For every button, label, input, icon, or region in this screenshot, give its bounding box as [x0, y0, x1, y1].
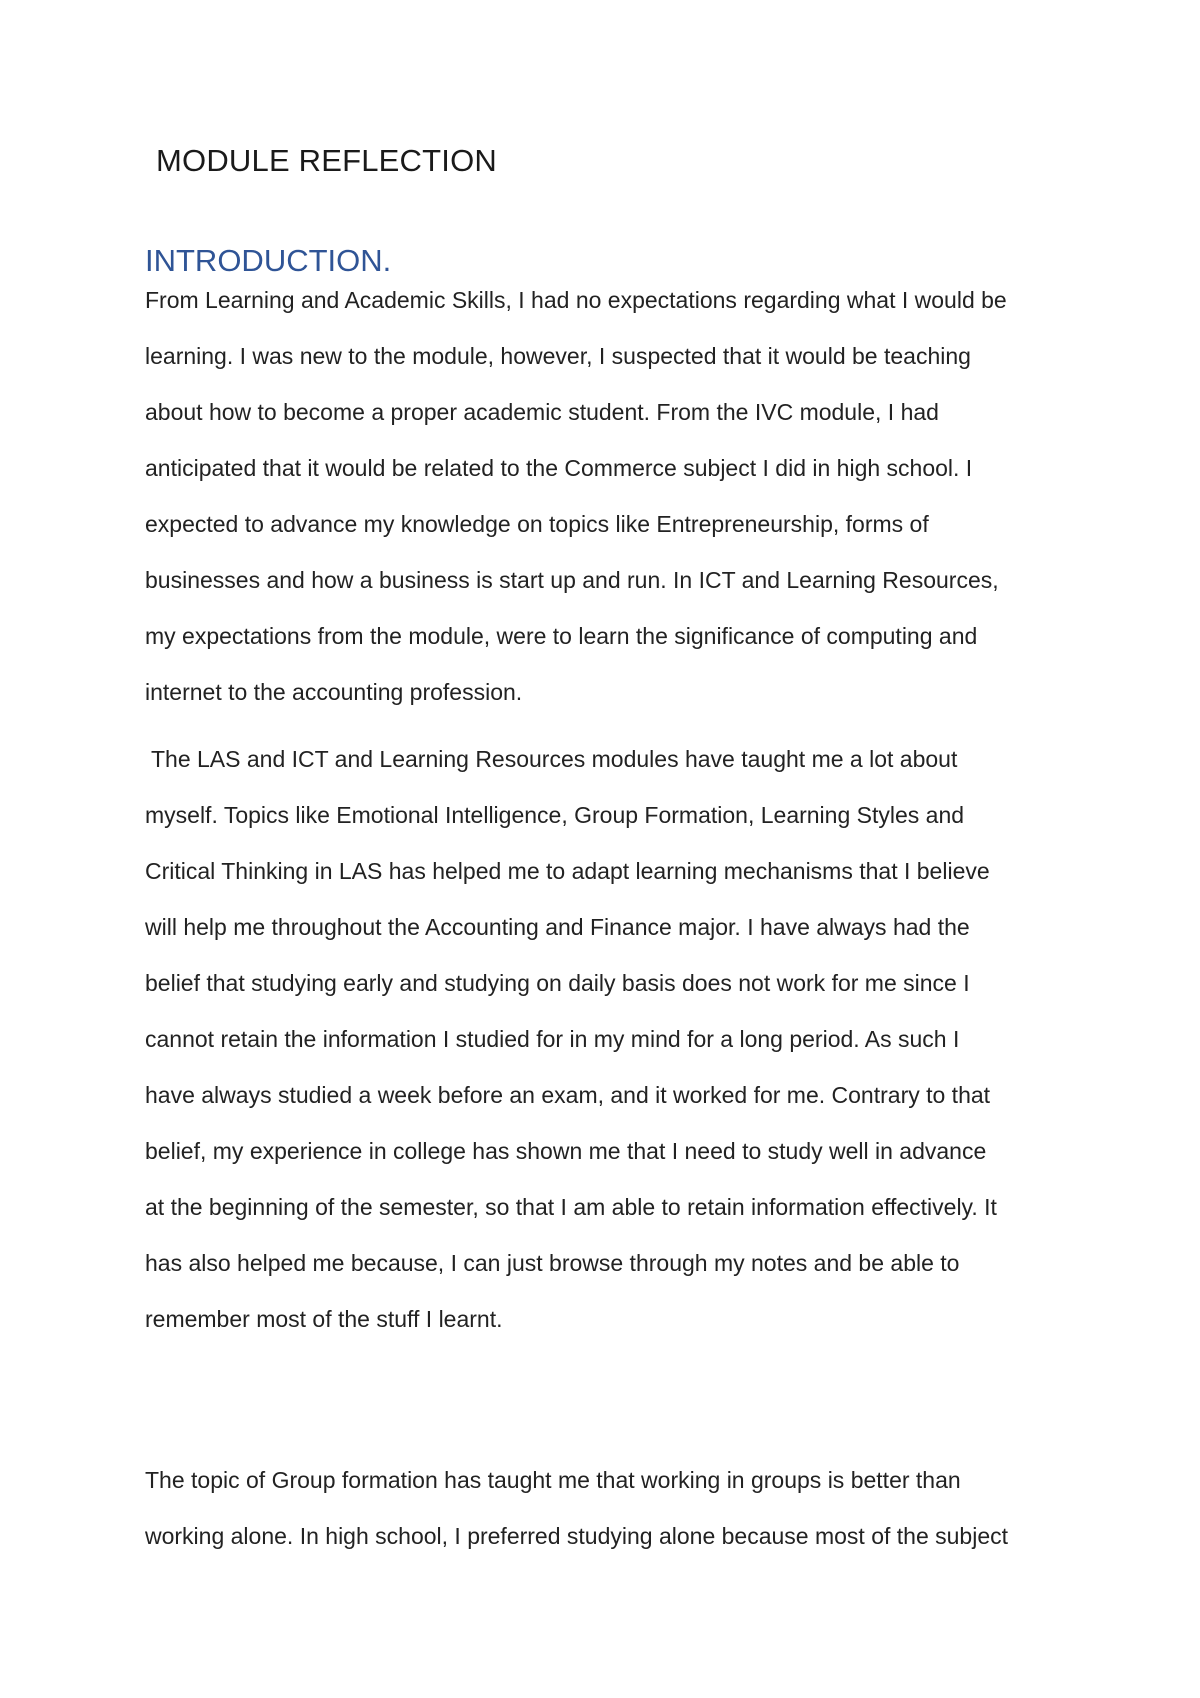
- paragraph-line: working alone. In high school, I preferred studying alone because most of the subject: [145, 1523, 1009, 1549]
- paragraph-line: learning. I was new to the module, however, I suspected that it would be teaching: [145, 343, 971, 369]
- paragraph-line: at the beginning of the semester, so that I am able to retain information effectively. It: [145, 1194, 997, 1220]
- paragraph-line: From Learning and Academic Skills, I had no expectations regarding what I would be: [145, 287, 1007, 313]
- paragraph-expectations: [145, 272, 1075, 720]
- paragraph-line: anticipated that it would be related to the Commerce subject I did in high school. I: [145, 455, 973, 481]
- paragraph-line: about how to become a proper academic student. From the IVC module, I had: [145, 399, 939, 425]
- paragraph-line: will help me throughout the Accounting and Finance major. I have always had the: [145, 914, 970, 940]
- paragraph-line: my expectations from the module, were to learn the significance of computing and: [145, 623, 978, 649]
- paragraph-line: belief, my experience in college has shown me that I need to study well in advance: [145, 1138, 987, 1164]
- paragraph-line: has also helped me because, I can just browse through my notes and be able to: [145, 1250, 960, 1276]
- paragraph-line: remember most of the stuff I learnt.: [145, 1306, 503, 1332]
- paragraph-line: have always studied a week before an exam, and it worked for me. Contrary to that: [145, 1082, 991, 1108]
- paragraph-group-formation: [145, 1452, 1075, 1564]
- paragraph-las-ict: [145, 731, 1075, 1347]
- paragraph-line: belief that studying early and studying on daily basis does not work for me since I: [145, 970, 970, 996]
- paragraph-line: cannot retain the information I studied for in my mind for a long period. As such I: [145, 1026, 960, 1052]
- paragraph-line: expected to advance my knowledge on topics like Entrepreneurship, forms of: [145, 511, 929, 537]
- paragraph-line: businesses and how a business is start up and run. In ICT and Learning Resources,: [145, 567, 999, 593]
- paragraph-line: Critical Thinking in LAS has helped me to adapt learning mechanisms that I believe: [145, 858, 990, 884]
- document-title: MODULE REFLECTION: [156, 143, 497, 178]
- section-heading-introduction: INTRODUCTION.: [145, 243, 392, 278]
- paragraph-line: The topic of Group formation has taught me that working in groups is better than: [145, 1467, 961, 1493]
- paragraph-line: The LAS and ICT and Learning Resources modules have taught me a lot about: [145, 746, 958, 772]
- paragraph-line: myself. Topics like Emotional Intelligence, Group Formation, Learning Styles and: [145, 802, 965, 828]
- paragraph-line: internet to the accounting profession.: [145, 679, 523, 705]
